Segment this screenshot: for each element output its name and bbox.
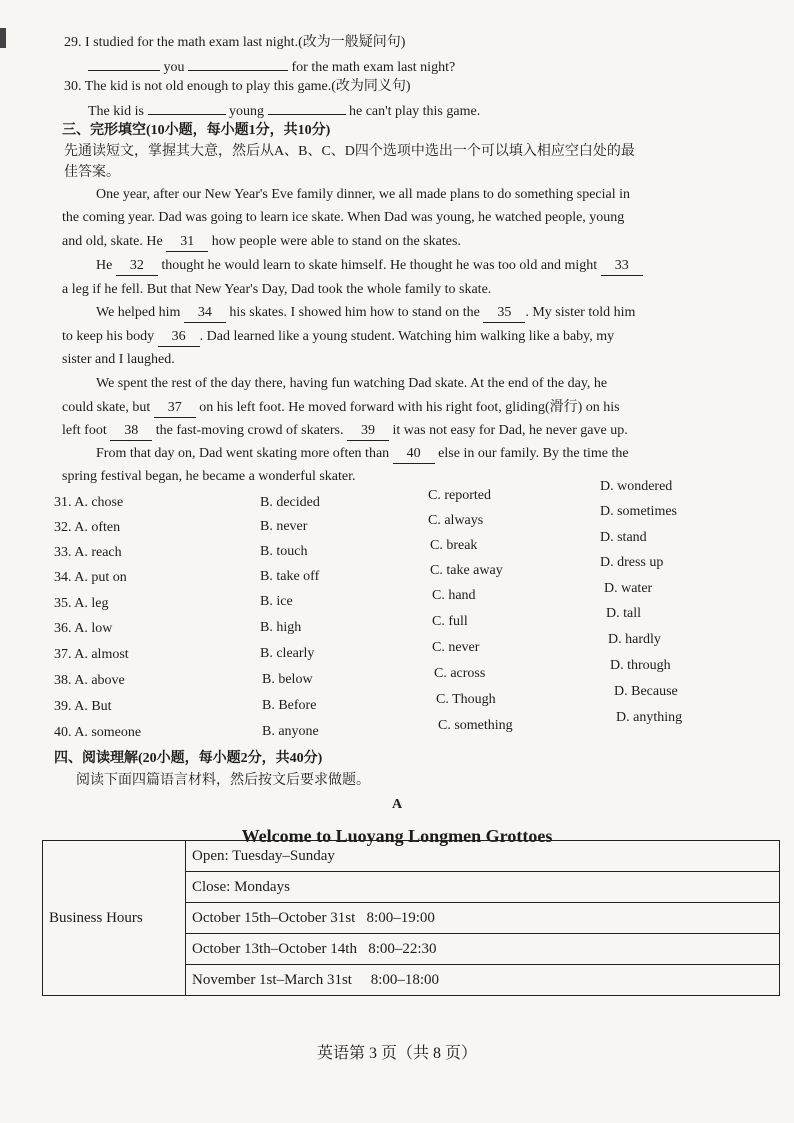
option-b[interactable]: B. take off [260, 569, 320, 584]
option-a[interactable]: 38. A. above [54, 673, 125, 688]
option-d[interactable]: D. anything [616, 710, 683, 725]
table-cell: October 15th–October 31st 8:00–19:00 [186, 903, 780, 934]
blank-39[interactable]: 39 [347, 422, 389, 441]
option-d[interactable]: D. Because [614, 684, 678, 699]
fill-text: for the math exam last night? [291, 60, 456, 75]
option-b[interactable]: B. high [260, 620, 302, 635]
blank-34[interactable]: 34 [184, 304, 226, 323]
fill-text: you [163, 60, 185, 75]
option-a[interactable]: 36. A. low [54, 621, 113, 636]
option-d[interactable]: D. sometimes [600, 504, 677, 519]
option-b[interactable]: B. anyone [262, 724, 319, 739]
passage-line: a leg if he fell. But that New Year's Day, Dad took the whole family to skate. [62, 282, 492, 297]
option-d[interactable]: D. through [610, 658, 671, 673]
passage-line: sister and I laughed. [62, 352, 175, 367]
answer-blank[interactable] [88, 56, 160, 71]
text: thought he would learn to skate himself. He thought he was too old and might [161, 258, 598, 273]
option-c[interactable]: C. always [428, 513, 484, 528]
section-4-instruction: 阅读下面四篇语言材料，然后按文后要求做题。 [76, 773, 370, 788]
answer-blank[interactable] [268, 100, 346, 115]
text: He [96, 258, 113, 273]
business-hours-table [42, 840, 780, 996]
text: and old, skate. He [62, 234, 163, 249]
text: to keep his body [62, 329, 155, 344]
option-d[interactable]: D. water [604, 581, 653, 596]
question-29-fill [88, 56, 455, 77]
question-29: 29. I studied for the math exam last night.(改为一般疑问句) [64, 35, 406, 50]
passage-line [62, 399, 620, 418]
blank-36[interactable]: 36 [158, 328, 200, 347]
text: else in our family. By the time the [438, 446, 629, 461]
passage-line [62, 422, 628, 441]
option-b[interactable]: B. clearly [260, 646, 315, 661]
text: on his left foot. He moved forward with his right foot, gliding(滑行) on his [199, 400, 620, 415]
question-30: 30. The kid is not old enough to play this game.(改为同义句) [64, 79, 411, 94]
blank-32[interactable]: 32 [116, 257, 158, 276]
passage-line: the coming year. Dad was going to learn ice skate. When Dad was young, he watched people, young [62, 210, 625, 225]
option-a[interactable]: 31. A. chose [54, 495, 124, 510]
text: could skate, but [62, 400, 151, 415]
option-b[interactable]: B. touch [260, 544, 308, 559]
blank-33[interactable]: 33 [601, 257, 643, 276]
passage-line: spring festival began, he became a wonderful skater. [62, 469, 356, 484]
blank-38[interactable]: 38 [110, 422, 152, 441]
text: . My sister told him [525, 305, 636, 320]
option-a[interactable]: 33. A. reach [54, 545, 122, 560]
table-cell: Close: Mondays [186, 872, 780, 903]
text: From that day on, Dad went skating more often than [96, 446, 390, 461]
text: it was not easy for Dad, he never gave up. [392, 423, 628, 438]
option-d[interactable]: D. stand [600, 530, 647, 545]
option-d[interactable]: D. dress up [600, 555, 664, 570]
text: his skates. I showed him how to stand on the [229, 305, 480, 320]
option-b[interactable]: B. Before [262, 698, 317, 713]
option-b[interactable]: B. ice [260, 594, 293, 609]
option-d[interactable]: D. tall [606, 606, 641, 621]
text: . Dad learned like a young student. Watching him walking like a baby, my [199, 329, 615, 344]
option-c[interactable]: C. something [438, 718, 513, 733]
part-label: A [391, 797, 403, 812]
fill-text: The kid is [88, 104, 144, 119]
table-cell: November 1st–March 31st 8:00–18:00 [186, 965, 780, 996]
option-c[interactable]: C. never [432, 640, 480, 655]
option-b[interactable]: B. below [262, 672, 313, 687]
passage-title: Welcome to Luoyang Longmen Grottoes [241, 826, 553, 846]
option-a[interactable]: 39. A. But [54, 699, 112, 714]
option-a[interactable]: 34. A. put on [54, 570, 127, 585]
option-a[interactable]: 32. A. often [54, 520, 121, 535]
table-header-cell: Business Hours [43, 841, 186, 996]
option-c[interactable]: C. break [430, 538, 478, 553]
section-3-instruction: 先通读短文，掌握其大意，然后从A、B、C、D四个选项中选出一个可以填入相应空白处的最 [64, 144, 635, 159]
section-4-header: 四、阅读理解(20小题，每小题2分，共40分) [54, 751, 323, 766]
option-d[interactable]: D. hardly [608, 632, 661, 647]
passage-line [62, 328, 614, 347]
option-a[interactable]: 40. A. someone [54, 725, 142, 740]
fill-text: he can't play this game. [349, 104, 481, 119]
text: We helped him [96, 305, 181, 320]
blank-31[interactable]: 31 [166, 233, 208, 252]
section-3-instruction: 佳答案。 [64, 165, 120, 180]
passage-line: One year, after our New Year's Eve family dinner, we all made plans to do something special in [96, 187, 631, 202]
option-a[interactable]: 37. A. almost [54, 647, 129, 662]
passage-line [96, 257, 643, 276]
binding-mark [0, 28, 6, 48]
section-3-header: 三、完形填空(10小题，每小题1分，共10分) [62, 123, 331, 138]
blank-37[interactable]: 37 [154, 399, 196, 418]
page-footer: 英语第 3 页（共 8 页） [316, 1045, 477, 1062]
option-c[interactable]: C. across [434, 666, 486, 681]
table-cell: Open: Tuesday–Sunday [186, 841, 780, 872]
passage-line: We spent the rest of the day there, having fun watching Dad skate. At the end of the day, he [96, 376, 608, 391]
passage-line [62, 233, 461, 252]
text: how people were able to stand on the skates. [211, 234, 461, 249]
fill-text: young [229, 104, 264, 119]
answer-blank[interactable] [188, 56, 288, 71]
text: the fast-moving crowd of skaters. [155, 423, 344, 438]
option-a[interactable]: 35. A. leg [54, 596, 109, 611]
option-c[interactable]: C. hand [432, 588, 476, 603]
blank-35[interactable]: 35 [483, 304, 525, 323]
option-d[interactable]: D. wondered [600, 479, 673, 494]
question-30-fill [88, 100, 480, 121]
option-b[interactable]: B. never [260, 519, 308, 534]
option-c[interactable]: C. full [432, 614, 468, 629]
option-b[interactable]: B. decided [260, 495, 320, 510]
option-c[interactable]: C. Though [436, 692, 496, 707]
option-c[interactable]: C. reported [428, 488, 491, 503]
blank-40[interactable]: 40 [393, 445, 435, 464]
passage-line [96, 445, 629, 464]
table-cell: October 13th–October 14th 8:00–22:30 [186, 934, 780, 965]
option-c[interactable]: C. take away [430, 563, 503, 578]
answer-blank[interactable] [148, 100, 226, 115]
text: left foot [62, 423, 107, 438]
passage-line [96, 304, 635, 323]
